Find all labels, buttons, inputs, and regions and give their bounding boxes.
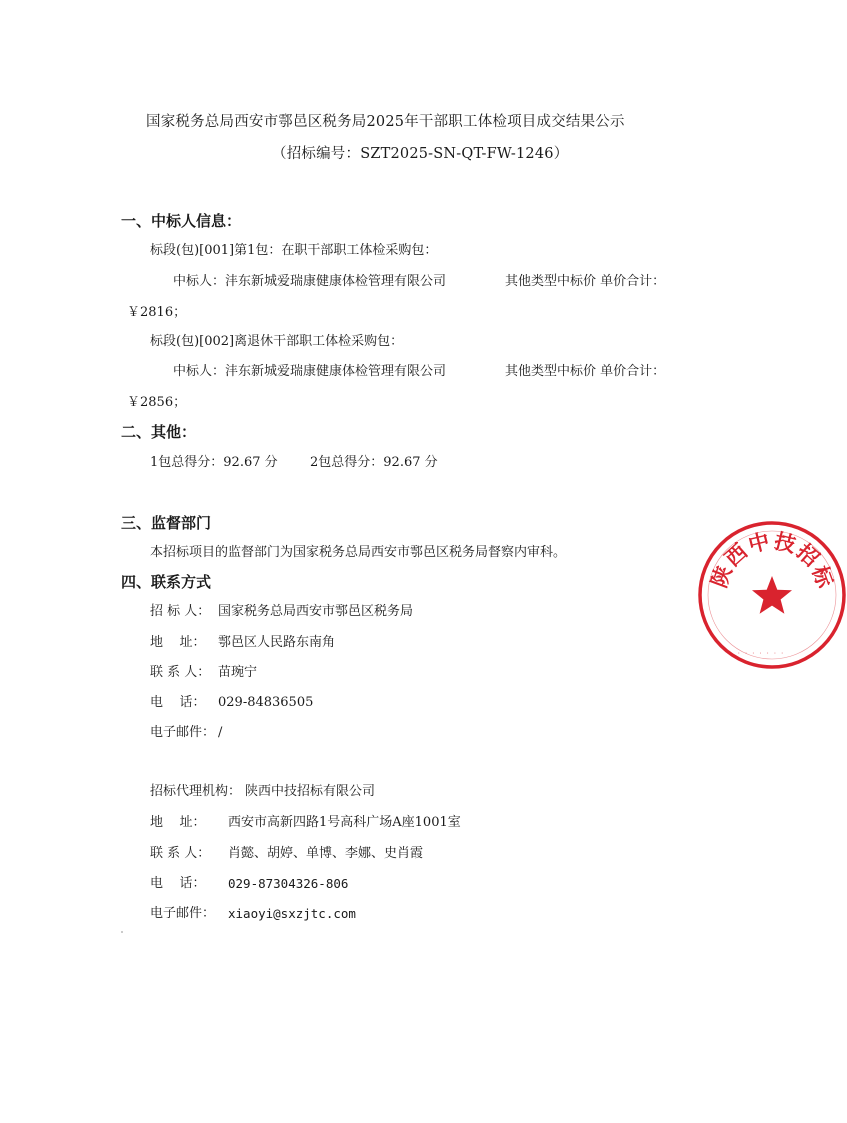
lot1-score: 1包总得分：92.67 分: [150, 455, 278, 470]
section3-heading: 三、监督部门: [121, 514, 212, 532]
seal-char: 西: [719, 538, 753, 572]
lot1-name: 标段(包)[001]第1包：在职干部职工体检采购包：: [150, 243, 438, 258]
seal-star-icon: [752, 576, 792, 614]
buyer-email-value: /: [218, 725, 223, 740]
seal-char: 招: [791, 538, 825, 572]
agency-email-label: 电子邮件：: [150, 906, 216, 921]
lot2-winner: 中标人：沣东新城爱瑞康健康体检管理有限公司: [173, 364, 447, 379]
lot2-price-label: 其他类型中标价 单价合计：: [505, 364, 666, 379]
agency-address-label: 地 址：: [150, 815, 206, 830]
agency-email-value: xiaoyi@sxzjtc.com: [228, 906, 356, 921]
agency-phone-value: 029-87304326-806: [228, 876, 349, 891]
buyer-address-value: 鄠邑区人民路东南角: [218, 635, 336, 650]
seal-serial: · · · · · · ·: [737, 650, 784, 657]
agency-contact-value: 肖懿、胡婷、单博、李娜、史肖霞: [228, 846, 424, 861]
lot2-score: 2包总得分：92.67 分: [310, 455, 438, 470]
lot1-price-label: 其他类型中标价 单价合计：: [505, 274, 666, 289]
buyer-label: 招 标 人：: [150, 604, 211, 619]
company-seal: [697, 520, 847, 670]
agency-contact-label: 联 系 人：: [150, 846, 211, 861]
lot1-price-value: ￥2816；: [127, 305, 187, 320]
buyer-phone-label: 电 话：: [150, 695, 206, 710]
seal-graphic: [697, 520, 847, 670]
seal-char: 标: [807, 562, 839, 591]
scan-speck: [121, 931, 123, 933]
section4-heading: 四、联系方式: [121, 573, 212, 591]
seal-char: 中: [745, 527, 773, 558]
lot1-winner: 中标人：沣东新城爱瑞康健康体检管理有限公司: [173, 274, 447, 289]
buyer-value: 国家税务总局西安市鄠邑区税务局: [218, 604, 414, 619]
seal-char: 技: [771, 527, 799, 558]
agency-label: 招标代理机构：: [150, 784, 242, 799]
buyer-email-label: 电子邮件：: [150, 725, 216, 740]
section1-heading: 一、中标人信息：: [121, 212, 242, 230]
seal-char: 陕: [705, 562, 737, 591]
buyer-contact-label: 联 系 人：: [150, 665, 211, 680]
lot2-name: 标段(包)[002]离退休干部职工体检采购包：: [150, 334, 404, 349]
agency-address-value: 西安市高新四路1号高科广场A座1001室: [228, 815, 461, 830]
buyer-address-label: 地 址：: [150, 635, 206, 650]
buyer-phone-value: 029-84836505: [218, 695, 314, 710]
document-title: 国家税务总局西安市鄠邑区税务局2025年干部职工体检项目成交结果公示: [146, 114, 625, 130]
document-subtitle: （招标编号：SZT2025-SN-QT-FW-1246）: [272, 146, 569, 162]
buyer-contact-value: 苗琬宁: [218, 665, 258, 680]
supervision-text: 本招标项目的监督部门为国家税务总局西安市鄠邑区税务局督察内审科。: [150, 545, 567, 560]
agency-value: 陕西中技招标有限公司: [245, 784, 376, 799]
lot2-price-value: ￥2856；: [127, 395, 187, 410]
section2-heading: 二、其他：: [121, 423, 197, 441]
agency-phone-label: 电 话：: [150, 876, 206, 891]
